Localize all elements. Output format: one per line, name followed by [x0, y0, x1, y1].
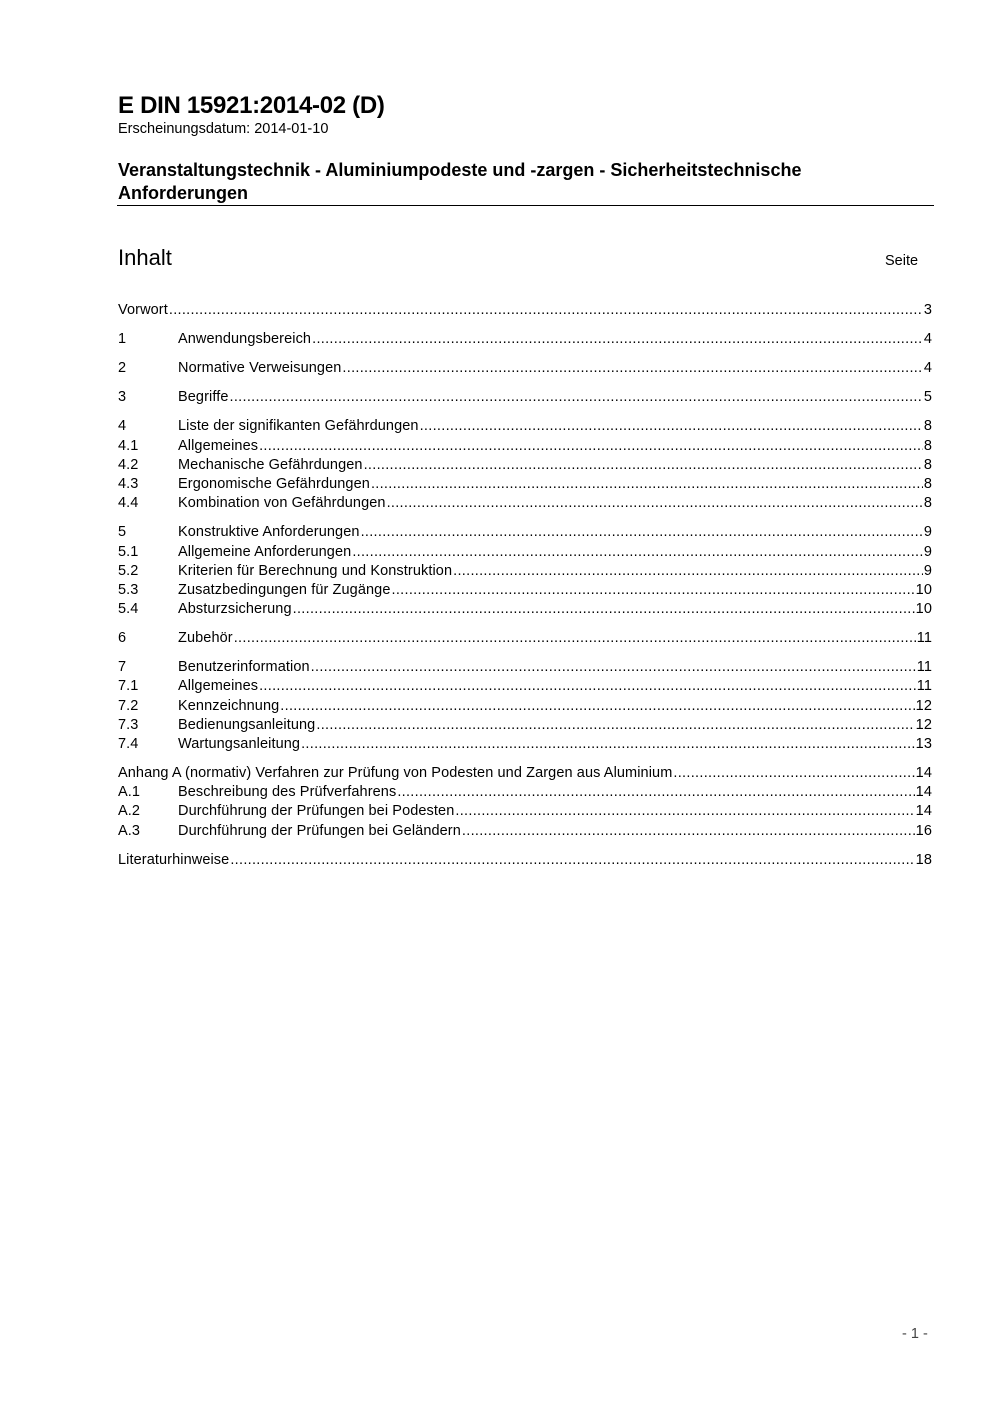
toc-entry-title: Begriffe [178, 389, 229, 405]
toc-entry-page: 10 [915, 601, 932, 617]
toc-entry-page: 4 [923, 360, 932, 376]
toc-entry-title: Kennzeichnung [178, 698, 280, 714]
toc-entry[interactable] [118, 677, 932, 696]
toc-entry-title: Absturzsicherung [178, 601, 292, 617]
toc-entry-number: 7.2 [118, 698, 139, 714]
toc-entry-number: 4.4 [118, 495, 139, 511]
document-title: Veranstaltungstechnik - Aluminiumpodeste und -zargen - Sicherheitstechnische Anforderungen [118, 160, 802, 203]
toc-entry-number: 1 [118, 331, 127, 347]
toc-heading: Inhalt [118, 245, 172, 270]
toc-dot-leader [673, 764, 914, 783]
toc-entry[interactable] [118, 600, 932, 619]
toc-entry[interactable] [118, 494, 932, 513]
toc-entry-page: 14 [915, 803, 932, 819]
toc-dot-leader [462, 822, 915, 841]
toc-entry-number: 4 [118, 418, 127, 434]
toc-entry-title: Wartungsanleitung [178, 736, 301, 752]
toc-entry[interactable] [118, 735, 932, 754]
toc-entry-page: 8 [923, 495, 932, 511]
toc-entry-number: 5.1 [118, 544, 139, 560]
toc-entry-page: 16 [915, 823, 932, 839]
toc-entry-number: 2 [118, 360, 127, 376]
toc-entry-number: 7 [118, 659, 127, 675]
toc-entry-title: Mechanische Gefährdungen [178, 457, 363, 473]
toc-entry-title: Vorwort [118, 302, 168, 318]
toc-page-column-label: Seite [885, 253, 919, 269]
toc-entry-title: Bedienungsanleitung [178, 717, 316, 733]
toc-dot-leader [397, 783, 914, 802]
toc-entry-title: Zusatzbedingungen für Zugänge [178, 582, 391, 598]
toc-entry-page: 12 [915, 698, 932, 714]
toc-entry-number: 6 [118, 630, 127, 646]
toc-entry-page: 14 [915, 765, 932, 781]
toc-dot-leader [169, 301, 923, 320]
toc-entry[interactable] [118, 562, 932, 581]
toc-dot-leader [352, 543, 923, 562]
toc-entry-page: 14 [915, 784, 932, 800]
toc-entry-page: 11 [916, 630, 932, 646]
toc-dot-leader [301, 735, 915, 754]
toc-entry-number: 5.4 [118, 601, 139, 617]
toc-entry-title: Allgemeine Anforderungen [178, 544, 352, 560]
toc-entry-title: Durchführung der Prüfungen bei Podesten [178, 803, 455, 819]
toc-entry-title: Benutzerinformation [178, 659, 310, 675]
toc-dot-leader [361, 523, 923, 542]
toc-entry-page: 4 [923, 331, 932, 347]
toc-entry-page: 18 [915, 852, 932, 868]
toc-entry-number: 5 [118, 524, 127, 540]
toc-entry-number: 7.4 [118, 736, 139, 752]
toc-entry-number: A.1 [118, 784, 141, 800]
toc-entry[interactable] [118, 629, 932, 648]
toc-entry[interactable] [118, 475, 932, 494]
toc-entry[interactable] [118, 658, 932, 677]
toc-entry-number: 5.2 [118, 563, 139, 579]
toc-entry[interactable] [118, 822, 932, 841]
toc-dot-leader [387, 494, 923, 513]
toc-entry[interactable] [118, 764, 932, 783]
toc-entry[interactable] [118, 437, 932, 456]
toc-entry-title: Kriterien für Berechnung und Konstruktion [178, 563, 453, 579]
toc-entry-number: 7.3 [118, 717, 139, 733]
toc-dot-leader [280, 697, 914, 716]
toc-dot-leader [230, 388, 923, 407]
toc-dot-leader [293, 600, 915, 619]
toc-entry-page: 11 [916, 678, 932, 694]
toc-entry-page: 9 [923, 544, 932, 560]
toc-entry-title: Liste der signifikanten Gefährdungen [178, 418, 419, 434]
toc-entry-number: 4.1 [118, 438, 139, 454]
toc-entry-title: Anhang A (normativ) Verfahren zur Prüfung von Podesten und Zargen aus Aluminium [118, 765, 673, 781]
toc-dot-leader [453, 562, 923, 581]
toc-entry-title: Normative Verweisungen [178, 360, 342, 376]
toc-entry-page: 12 [915, 717, 932, 733]
toc-dot-leader [342, 359, 922, 378]
title-divider [117, 205, 934, 206]
toc-dot-leader [420, 417, 923, 436]
toc-entry-title: Allgemeines [178, 678, 259, 694]
toc-entry-page: 13 [915, 736, 932, 752]
toc-entry-page: 8 [923, 438, 932, 454]
toc-entry-number: A.2 [118, 803, 141, 819]
toc-entry-title: Kombination von Gefährdungen [178, 495, 386, 511]
toc-entry-number: 5.3 [118, 582, 139, 598]
toc-entry[interactable] [118, 716, 932, 735]
toc-entry-title: Literaturhinweise [118, 852, 230, 868]
toc-entry-page: 9 [923, 563, 932, 579]
toc-entry[interactable] [118, 456, 932, 475]
toc-entry[interactable] [118, 543, 932, 562]
toc-dot-leader [455, 802, 914, 821]
toc-entry-page: 8 [923, 476, 932, 492]
toc-entry[interactable] [118, 851, 932, 870]
toc-entry[interactable] [118, 301, 932, 320]
toc-entry[interactable] [118, 417, 932, 436]
toc-entry-page: 8 [923, 457, 932, 473]
toc-entry-title: Durchführung der Prüfungen bei Geländern [178, 823, 461, 839]
document-id: E DIN 15921:2014-02 (D) [118, 92, 385, 119]
toc-entry-title: Allgemeines [178, 438, 259, 454]
toc-dot-leader [316, 716, 914, 735]
toc-entry[interactable] [118, 359, 932, 378]
toc-dot-leader [364, 456, 923, 475]
publication-date: Erscheinungsdatum: 2014-01-10 [118, 121, 329, 137]
toc-entry[interactable] [118, 697, 932, 716]
toc-dot-leader [311, 658, 916, 677]
toc-dot-leader [312, 330, 923, 349]
toc-dot-leader [392, 581, 915, 600]
toc-entry-page: 9 [923, 524, 932, 540]
toc-entry-number: 7.1 [118, 678, 139, 694]
toc-dot-leader [234, 629, 916, 648]
toc-entry-number: 3 [118, 389, 127, 405]
toc-entry-page: 3 [923, 302, 932, 318]
toc-entry[interactable] [118, 388, 932, 407]
toc-entry[interactable] [118, 330, 932, 349]
toc-entry[interactable] [118, 581, 932, 600]
toc-entry-page: 5 [923, 389, 932, 405]
toc-entry[interactable] [118, 783, 932, 802]
toc-entry-page: 11 [916, 659, 932, 675]
toc-entry-title: Anwendungsbereich [178, 331, 312, 347]
toc-dot-leader [371, 475, 923, 494]
toc-entry-title: Ergonomische Gefährdungen [178, 476, 370, 492]
toc-entry-number: 4.2 [118, 457, 139, 473]
toc-entry-page: 10 [915, 582, 932, 598]
toc-entry-title: Konstruktive Anforderungen [178, 524, 360, 540]
toc-entry-number: 4.3 [118, 476, 139, 492]
toc-dot-leader [259, 677, 916, 696]
page-number: - 1 - [902, 1326, 928, 1342]
toc-dot-leader [230, 851, 914, 870]
toc-entry[interactable] [118, 523, 932, 542]
toc-entry-title: Beschreibung des Prüfverfahrens [178, 784, 397, 800]
toc-dot-leader [259, 437, 923, 456]
toc-entry-page: 8 [923, 418, 932, 434]
toc-entry-number: A.3 [118, 823, 141, 839]
toc-entry-title: Zubehör [178, 630, 233, 646]
toc-entry[interactable] [118, 802, 932, 821]
